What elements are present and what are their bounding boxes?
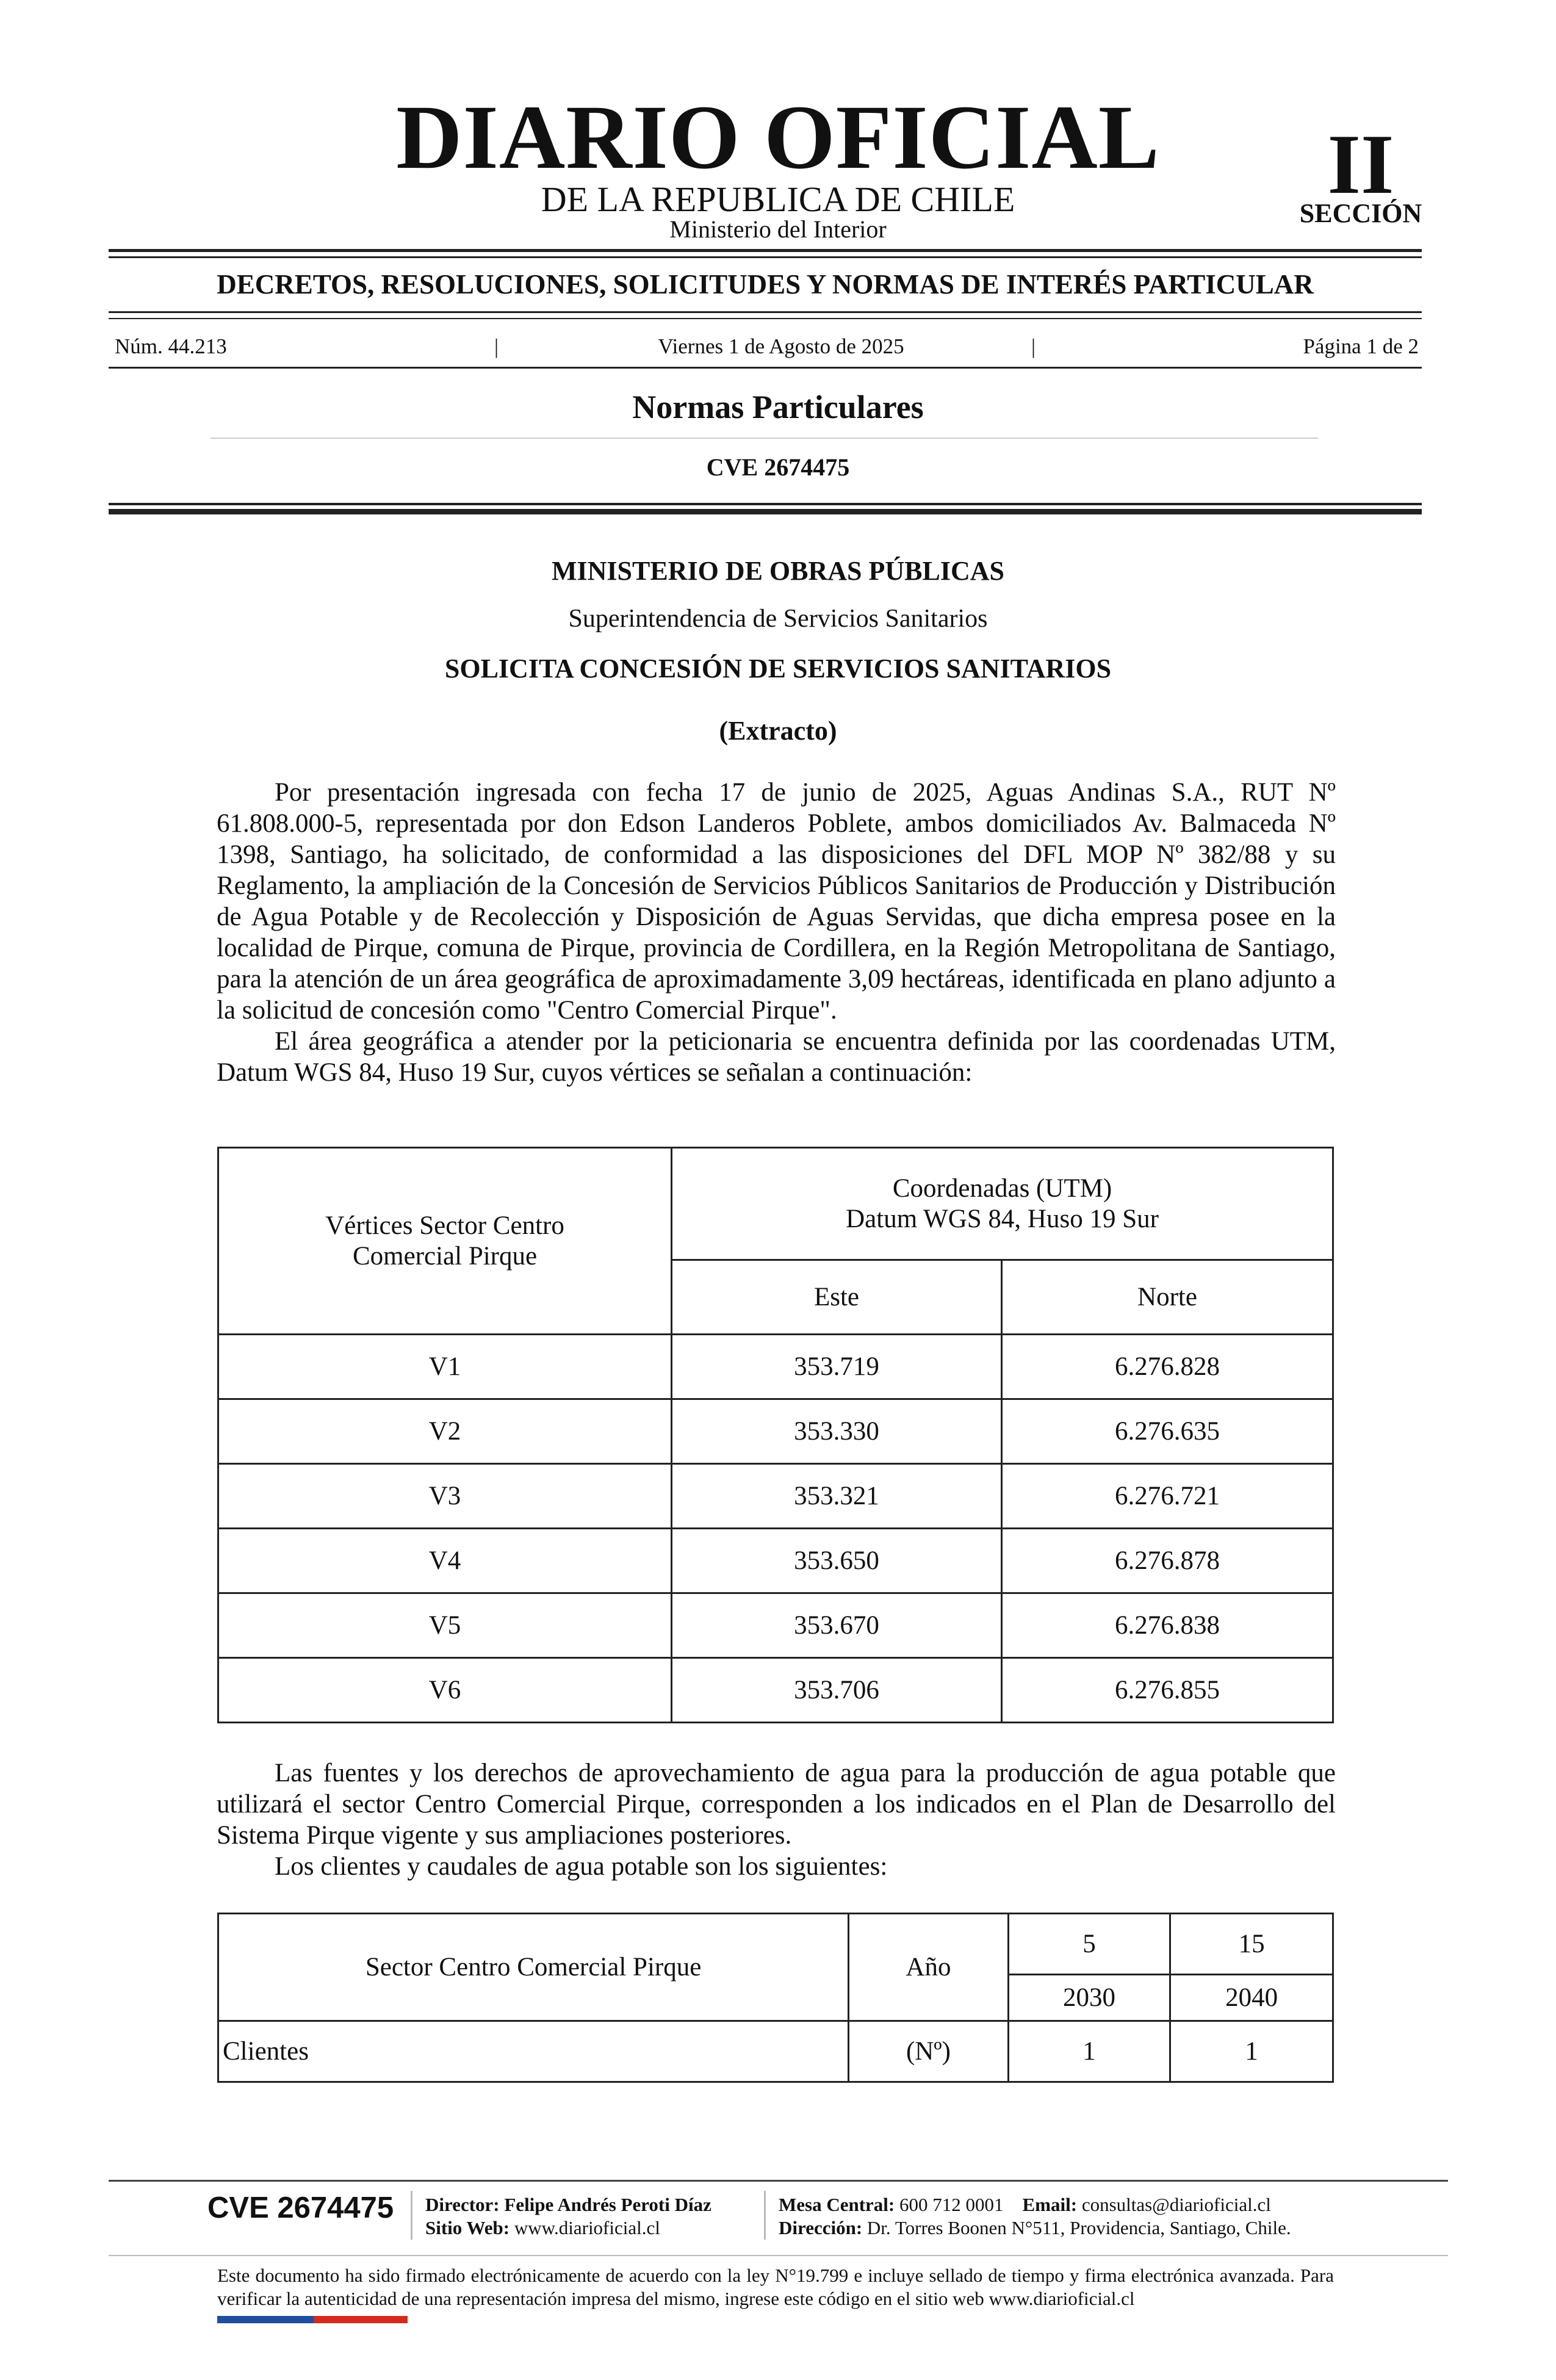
norte-cell: 6.276.828 xyxy=(1001,1335,1333,1399)
email-link[interactable]: consultas@diarioficial.cl xyxy=(1081,2194,1271,2215)
footer-director xyxy=(425,2193,711,2216)
web-link[interactable]: www.diarioficial.cl xyxy=(514,2217,660,2238)
header-norte: Norte xyxy=(1001,1260,1333,1335)
vertex-cell: V1 xyxy=(218,1335,672,1399)
body-text-top xyxy=(217,777,1336,1088)
este-cell: 353.650 xyxy=(672,1529,1002,1593)
masthead-title: DIARIO OFICIAL xyxy=(396,87,1160,188)
issue-date: Viernes 1 de Agosto de 2025 xyxy=(658,334,904,358)
paragraph: Las fuentes y los derechos de aprovechamiento de agua para la producción de agua potable que utilizará el sector Centro Comercial Pirque, corresponden a los indicados en el Plan de Desarrollo del Sistema Pirque vigente y sus ampliaciones posteriores. xyxy=(217,1759,1336,1850)
este-cell: 353.719 xyxy=(672,1335,1002,1399)
norte-cell: 6.276.635 xyxy=(1001,1399,1333,1464)
address-label: Dirección: xyxy=(779,2217,863,2238)
masthead-ministry: Ministerio del Interior xyxy=(669,215,887,243)
clients-table xyxy=(217,1913,1334,2083)
flag-bar-red xyxy=(314,2316,408,2323)
vertex-cell: V3 xyxy=(218,1464,672,1529)
footer-cve: CVE 2674475 xyxy=(207,2191,394,2224)
address-value: Dr. Torres Boonen N°511, Providencia, Santiago, Chile. xyxy=(866,2217,1291,2238)
footer-divider xyxy=(764,2191,766,2240)
flag-bar-blue xyxy=(217,2316,314,2323)
paragraph: Los clientes y caudales de agua potable son los siguientes: xyxy=(275,1852,888,1881)
table-row xyxy=(218,2021,1333,2082)
norte-cell: 6.276.838 xyxy=(1001,1593,1333,1658)
web-label: Sitio Web: xyxy=(425,2217,510,2238)
table-row xyxy=(218,1593,1333,1658)
rule-top-1 xyxy=(109,249,1422,252)
document-agency: Superintendencia de Servicios Sanitarios xyxy=(568,605,988,633)
section-divider xyxy=(211,438,1318,439)
director-name: Felipe Andrés Peroti Díaz xyxy=(504,2194,711,2215)
footer-rule xyxy=(109,2180,1448,2182)
este-cell: 353.706 xyxy=(672,1658,1002,1723)
coordinates-table xyxy=(217,1147,1334,1723)
document-subject: SOLICITA CONCESIÓN DE SERVICIOS SANITARIOS xyxy=(444,654,1112,683)
table-row xyxy=(218,1464,1333,1529)
section-title: Normas Particulares xyxy=(632,389,924,425)
table-row xyxy=(218,1335,1333,1399)
table-row xyxy=(218,1399,1333,1464)
year-b: 2040 xyxy=(1170,1975,1333,2021)
rule-band-2 xyxy=(109,318,1422,319)
period-a: 5 xyxy=(1008,1914,1170,1975)
value-a: 1 xyxy=(1008,2021,1170,2082)
header-sector: Sector Centro Comercial Pirque xyxy=(218,1914,849,2021)
rule-meta xyxy=(109,367,1422,369)
band-title: DECRETOS, RESOLUCIONES, SOLICITUDES Y NORMAS DE INTERÉS PARTICULAR xyxy=(217,269,1314,300)
phone-value: 600 712 0001 xyxy=(899,2194,1004,2215)
header-year: Año xyxy=(849,1914,1009,2021)
table-row xyxy=(218,1529,1333,1593)
header-este: Este xyxy=(672,1260,1002,1335)
director-label: Director: xyxy=(425,2194,500,2215)
section-number: II xyxy=(1327,117,1394,212)
document-extract-label: (Extracto) xyxy=(719,716,837,746)
footer-director-block xyxy=(425,2193,711,2240)
norte-cell: 6.276.878 xyxy=(1001,1529,1333,1593)
header-vertices-text: Vértices Sector Centro Comercial Pirque xyxy=(325,1211,564,1271)
footer-phone-email xyxy=(779,2193,1291,2216)
footer-rule-thin xyxy=(109,2255,1448,2256)
footer-divider xyxy=(411,2191,412,2240)
norte-cell: 6.276.855 xyxy=(1001,1658,1333,1723)
rule-top-2 xyxy=(109,256,1422,258)
header-vertices xyxy=(218,1148,672,1335)
cve-code: CVE 2674475 xyxy=(706,453,850,481)
header-coordinates xyxy=(672,1148,1333,1260)
year-a: 2030 xyxy=(1008,1975,1170,2021)
page-indicator: Página 1 de 2 xyxy=(1303,334,1419,358)
este-cell: 353.670 xyxy=(672,1593,1002,1658)
vertex-cell: V5 xyxy=(218,1593,672,1658)
footer-contact-block xyxy=(779,2193,1291,2240)
este-cell: 353.330 xyxy=(672,1399,1002,1464)
email-label: Email: xyxy=(1022,2194,1078,2215)
row-label: Clientes xyxy=(218,2021,849,2082)
footer-address xyxy=(779,2216,1291,2240)
separator: | xyxy=(494,334,499,358)
table-row xyxy=(218,1658,1333,1723)
rule-band-1 xyxy=(109,311,1422,313)
period-b: 15 xyxy=(1170,1914,1333,1975)
row-unit: (Nº) xyxy=(849,2021,1009,2082)
footer-legal: Este documento ha sido firmado electrónicamente de acuerdo con la ley N°19.799 e incluye sellado de tiempo y firma electrónica avanzada. Para verificar la autenticidad de una representación impresa del mismo, ingrese este código en el sitio web www.diarioficial.cl xyxy=(217,2265,1334,2309)
vertex-cell: V4 xyxy=(218,1529,672,1593)
rule-heavy-1 xyxy=(109,503,1422,505)
norte-cell: 6.276.721 xyxy=(1001,1464,1333,1529)
vertex-cell: V6 xyxy=(218,1658,672,1723)
section-label: SECCIÓN xyxy=(1299,198,1422,228)
document-ministry: MINISTERIO DE OBRAS PÚBLICAS xyxy=(551,556,1005,586)
separator: | xyxy=(1031,334,1036,358)
paragraph: Por presentación ingresada con fecha 17 de junio de 2025, Aguas Andinas S.A., RUT Nº 61.808.000-5, representada por don Edson Landeros Poblete, ambos domiciliados Av. Balmaceda Nº 1398, Santiago, ha solicitado, de conformidad a las disposiciones del DFL MOP Nº 382/88 y su Reglamento, la ampliación de la Concesión de Servicios Públicos Sanitarios de Producción y Distribución de Agua Potable y de Recolección y Disposición de Aguas Servidas, que dicha empresa posee en la localidad de Pirque, comuna de Pirque, provincia de Cordillera, en la Región Metropolitana de Santiago, para la atención de un área geográfica de aproximadamente 3,09 hectáreas, identificada en plano adjunto a la solicitud de concesión como "Centro Comercial Pirque". xyxy=(217,778,1336,1025)
este-cell: 353.321 xyxy=(672,1464,1002,1529)
header-coordinates-line1: Coordenadas (UTM) xyxy=(892,1174,1112,1203)
masthead-subtitle: DE LA REPUBLICA DE CHILE xyxy=(541,179,1015,219)
rule-heavy-2 xyxy=(109,509,1422,514)
phone-label: Mesa Central: xyxy=(779,2194,895,2215)
footer-web xyxy=(425,2216,711,2240)
issue-number: Núm. 44.213 xyxy=(115,334,227,358)
paragraph: El área geográfica a atender por la peticionaria se encuentra definida por las coordenadas UTM, Datum WGS 84, Huso 19 Sur, cuyos vértices se señalan a continuación: xyxy=(217,1027,1336,1087)
vertex-cell: V2 xyxy=(218,1399,672,1464)
body-text-bottom xyxy=(217,1758,1336,1882)
header-coordinates-line2: Datum WGS 84, Huso 19 Sur xyxy=(846,1204,1159,1233)
value-b: 1 xyxy=(1170,2021,1333,2082)
